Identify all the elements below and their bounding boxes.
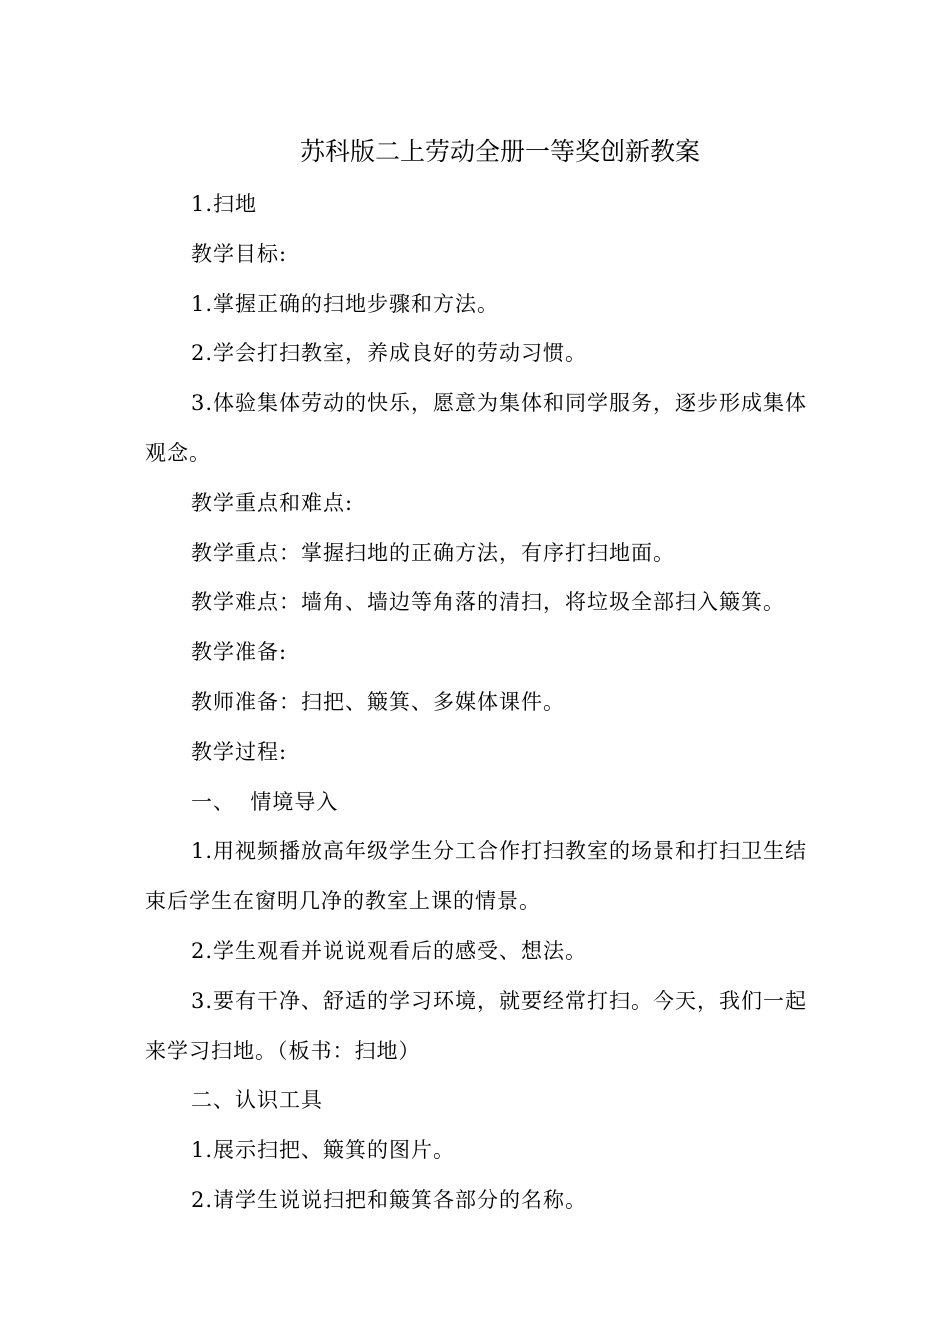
heading-process: 教学过程: (191, 739, 288, 764)
document-body (145, 180, 810, 1226)
heading-preparation: 教学准备: (191, 640, 288, 665)
heading-key-points: 教学重点和难点: (191, 490, 354, 515)
difficult-point-text: 教学难点：墙角、墙边等角落的清扫，将垃圾全部扫入簸箕。 (191, 590, 785, 615)
process-item: 1.展示扫把、簸箕的图片。 (191, 1138, 456, 1163)
process-item: 2.学生观看并说说观看后的感受、想法。 (191, 938, 588, 963)
process-item: 1.用视频播放高年级学生分工合作打扫教室的场景和打扫卫生结束后学生在窗明几净的教室上课的情景。 (145, 839, 808, 914)
goal-item: 2.学会打扫教室，养成良好的劳动习惯。 (191, 341, 588, 366)
process-step-heading: 二、认识工具 (191, 1088, 323, 1113)
process-step-heading: 一、 情境导入 (191, 789, 339, 814)
document-title: 苏科版二上劳动全册一等奖创新教案 (299, 137, 700, 166)
preparation-text: 教师准备：扫把、簸箕、多媒体课件。 (191, 689, 565, 714)
process-item: 3.要有干净、舒适的学习环境，就要经常打扫。今天，我们一起来学习扫地。（板书：扫地） (145, 988, 808, 1063)
heading-teaching-goals: 教学目标: (191, 241, 288, 266)
section-heading: 1.扫地 (191, 192, 258, 216)
goal-item: 1.掌握正确的扫地步骤和方法。 (191, 291, 500, 316)
process-item: 2.请学生说说扫把和簸箕各部分的名称。 (191, 1187, 588, 1212)
key-point-text: 教学重点：掌握扫地的正确方法，有序打扫地面。 (191, 540, 675, 565)
goal-item: 3.体验集体劳动的快乐，愿意为集体和同学服务，逐步形成集体观念。 (145, 391, 808, 465)
